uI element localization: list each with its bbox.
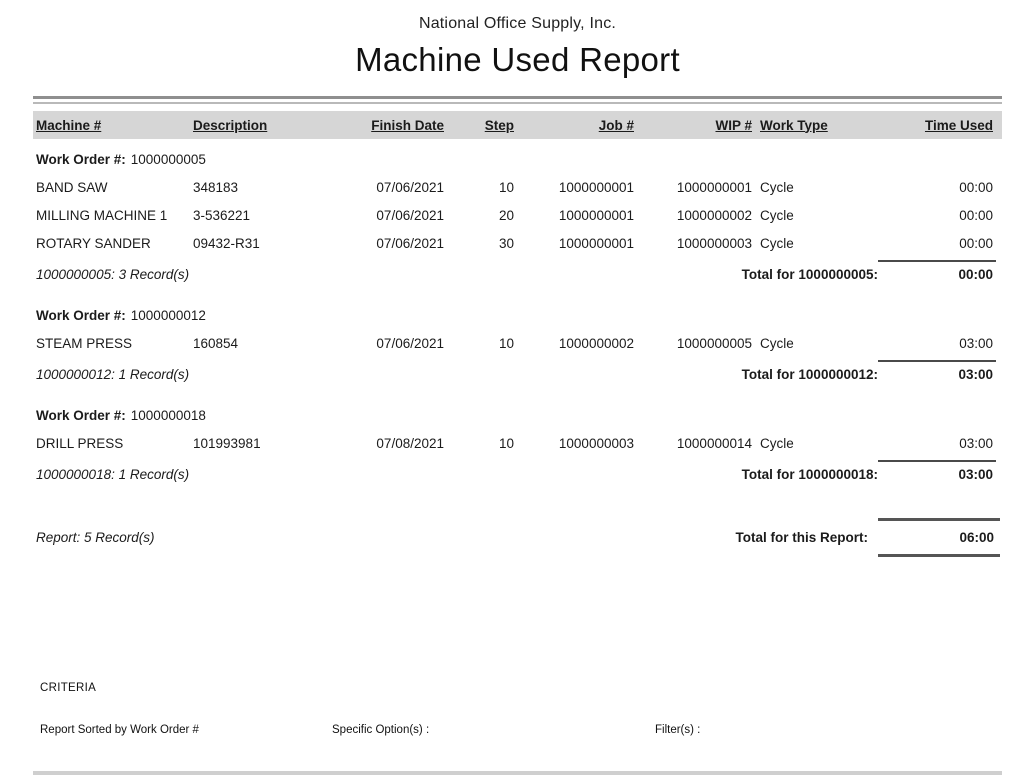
group-total-value: 03:00 — [958, 366, 993, 382]
step-cell: 20 — [498, 207, 514, 223]
job-cell: 1000000001 — [558, 179, 634, 195]
work-order-heading — [33, 302, 1002, 329]
step-cell: 10 — [498, 335, 514, 351]
job-cell: 1000000001 — [558, 207, 634, 223]
group-total-value: 03:00 — [958, 466, 993, 482]
criteria-specific-options-label: Specific Option(s) : — [332, 724, 430, 736]
finish-date-cell: 07/06/2021 — [376, 235, 444, 251]
column-header-machine: Machine # — [36, 117, 102, 133]
description-cell: 3-536221 — [193, 207, 251, 223]
machine-cell: MILLING MACHINE 1 — [36, 207, 168, 223]
finish-date-cell: 07/06/2021 — [376, 179, 444, 195]
table-header-row — [33, 111, 1002, 139]
step-cell: 10 — [498, 179, 514, 195]
column-header-finish-date: Finish Date — [371, 117, 444, 133]
description-cell: 101993981 — [193, 435, 261, 451]
title-divider — [33, 96, 1002, 104]
group-records-note: 1000000018: 1 Record(s) — [36, 466, 190, 482]
step-cell: 30 — [498, 235, 514, 251]
criteria-filters-label: Filter(s) : — [655, 724, 701, 736]
table-row — [33, 429, 1002, 457]
work-order-label: Work Order #: — [36, 152, 126, 167]
description-cell: 09432-R31 — [193, 235, 260, 251]
group-footer — [33, 362, 1002, 386]
column-header-description: Description — [193, 117, 268, 133]
group-footer — [33, 262, 1002, 286]
wip-cell: 1000000005 — [676, 335, 752, 351]
work-type-cell: Cycle — [760, 335, 794, 351]
criteria-heading: CRITERIA — [40, 682, 97, 694]
table-row — [33, 229, 1002, 257]
criteria-sorted-by: Report Sorted by Work Order # — [40, 724, 199, 736]
job-cell: 1000000002 — [558, 335, 634, 351]
time-used-cell: 03:00 — [959, 335, 993, 351]
group-footer — [33, 462, 1002, 486]
group-records-note: 1000000012: 1 Record(s) — [36, 366, 190, 382]
machine-cell: ROTARY SANDER — [36, 235, 151, 251]
work-type-cell: Cycle — [760, 435, 794, 451]
wip-cell: 1000000003 — [676, 235, 752, 251]
group-total-value: 00:00 — [958, 266, 993, 282]
time-used-cell: 00:00 — [959, 179, 993, 195]
group-records-note: 1000000005: 3 Record(s) — [36, 266, 190, 282]
finish-date-cell: 07/06/2021 — [376, 207, 444, 223]
table-row — [33, 173, 1002, 201]
column-header-step: Step — [484, 117, 514, 133]
group-total-label: Total for 1000000012: — [741, 366, 878, 382]
work-order-number: 1000000012 — [130, 308, 206, 323]
work-type-cell: Cycle — [760, 207, 794, 223]
work-order-group — [33, 302, 1002, 386]
step-cell: 10 — [498, 435, 514, 451]
finish-date-cell: 07/08/2021 — [376, 435, 444, 451]
machine-cell: DRILL PRESS — [36, 435, 124, 451]
time-used-cell: 00:00 — [959, 235, 993, 251]
column-header-work-type: Work Type — [760, 117, 828, 133]
work-order-group — [33, 146, 1002, 286]
column-header-wip: WIP # — [715, 117, 752, 133]
wip-cell: 1000000001 — [676, 179, 752, 195]
work-type-cell: Cycle — [760, 179, 794, 195]
machine-cell: BAND SAW — [36, 179, 108, 195]
criteria-row — [40, 724, 995, 736]
report-total-value: 06:00 — [878, 518, 1000, 557]
time-used-cell: 00:00 — [959, 207, 993, 223]
wip-cell: 1000000002 — [676, 207, 752, 223]
work-order-label: Work Order #: — [36, 408, 126, 423]
criteria-section — [40, 682, 995, 736]
job-cell: 1000000001 — [558, 235, 634, 251]
wip-cell: 1000000014 — [676, 435, 752, 451]
machine-cell: STEAM PRESS — [36, 335, 133, 351]
work-type-cell: Cycle — [760, 235, 794, 251]
work-order-number: 1000000005 — [130, 152, 206, 167]
finish-date-cell: 07/06/2021 — [376, 335, 444, 351]
company-name: National Office Supply, Inc. — [418, 15, 617, 32]
description-cell: 160854 — [193, 335, 239, 351]
table-row — [33, 329, 1002, 357]
work-order-number: 1000000018 — [130, 408, 206, 423]
job-cell: 1000000003 — [558, 435, 634, 451]
group-total-label: Total for 1000000018: — [741, 466, 878, 482]
group-total-label: Total for 1000000005: — [741, 266, 878, 282]
column-header-time-used: Time Used — [924, 117, 993, 133]
page-bottom-rule — [33, 771, 1002, 775]
work-order-label: Work Order #: — [36, 308, 126, 323]
table-row — [33, 201, 1002, 229]
column-header-job: Job # — [598, 117, 634, 133]
work-order-group — [33, 402, 1002, 486]
description-cell: 348183 — [193, 179, 239, 195]
report-total-label: Total for this Report: — [735, 529, 868, 545]
time-used-cell: 03:00 — [959, 435, 993, 451]
report-records-note: Report: 5 Record(s) — [36, 529, 155, 545]
report-summary-row — [33, 514, 1002, 560]
work-order-heading — [33, 146, 1002, 173]
work-order-heading — [33, 402, 1002, 429]
report-title: Machine Used Report — [355, 41, 680, 78]
